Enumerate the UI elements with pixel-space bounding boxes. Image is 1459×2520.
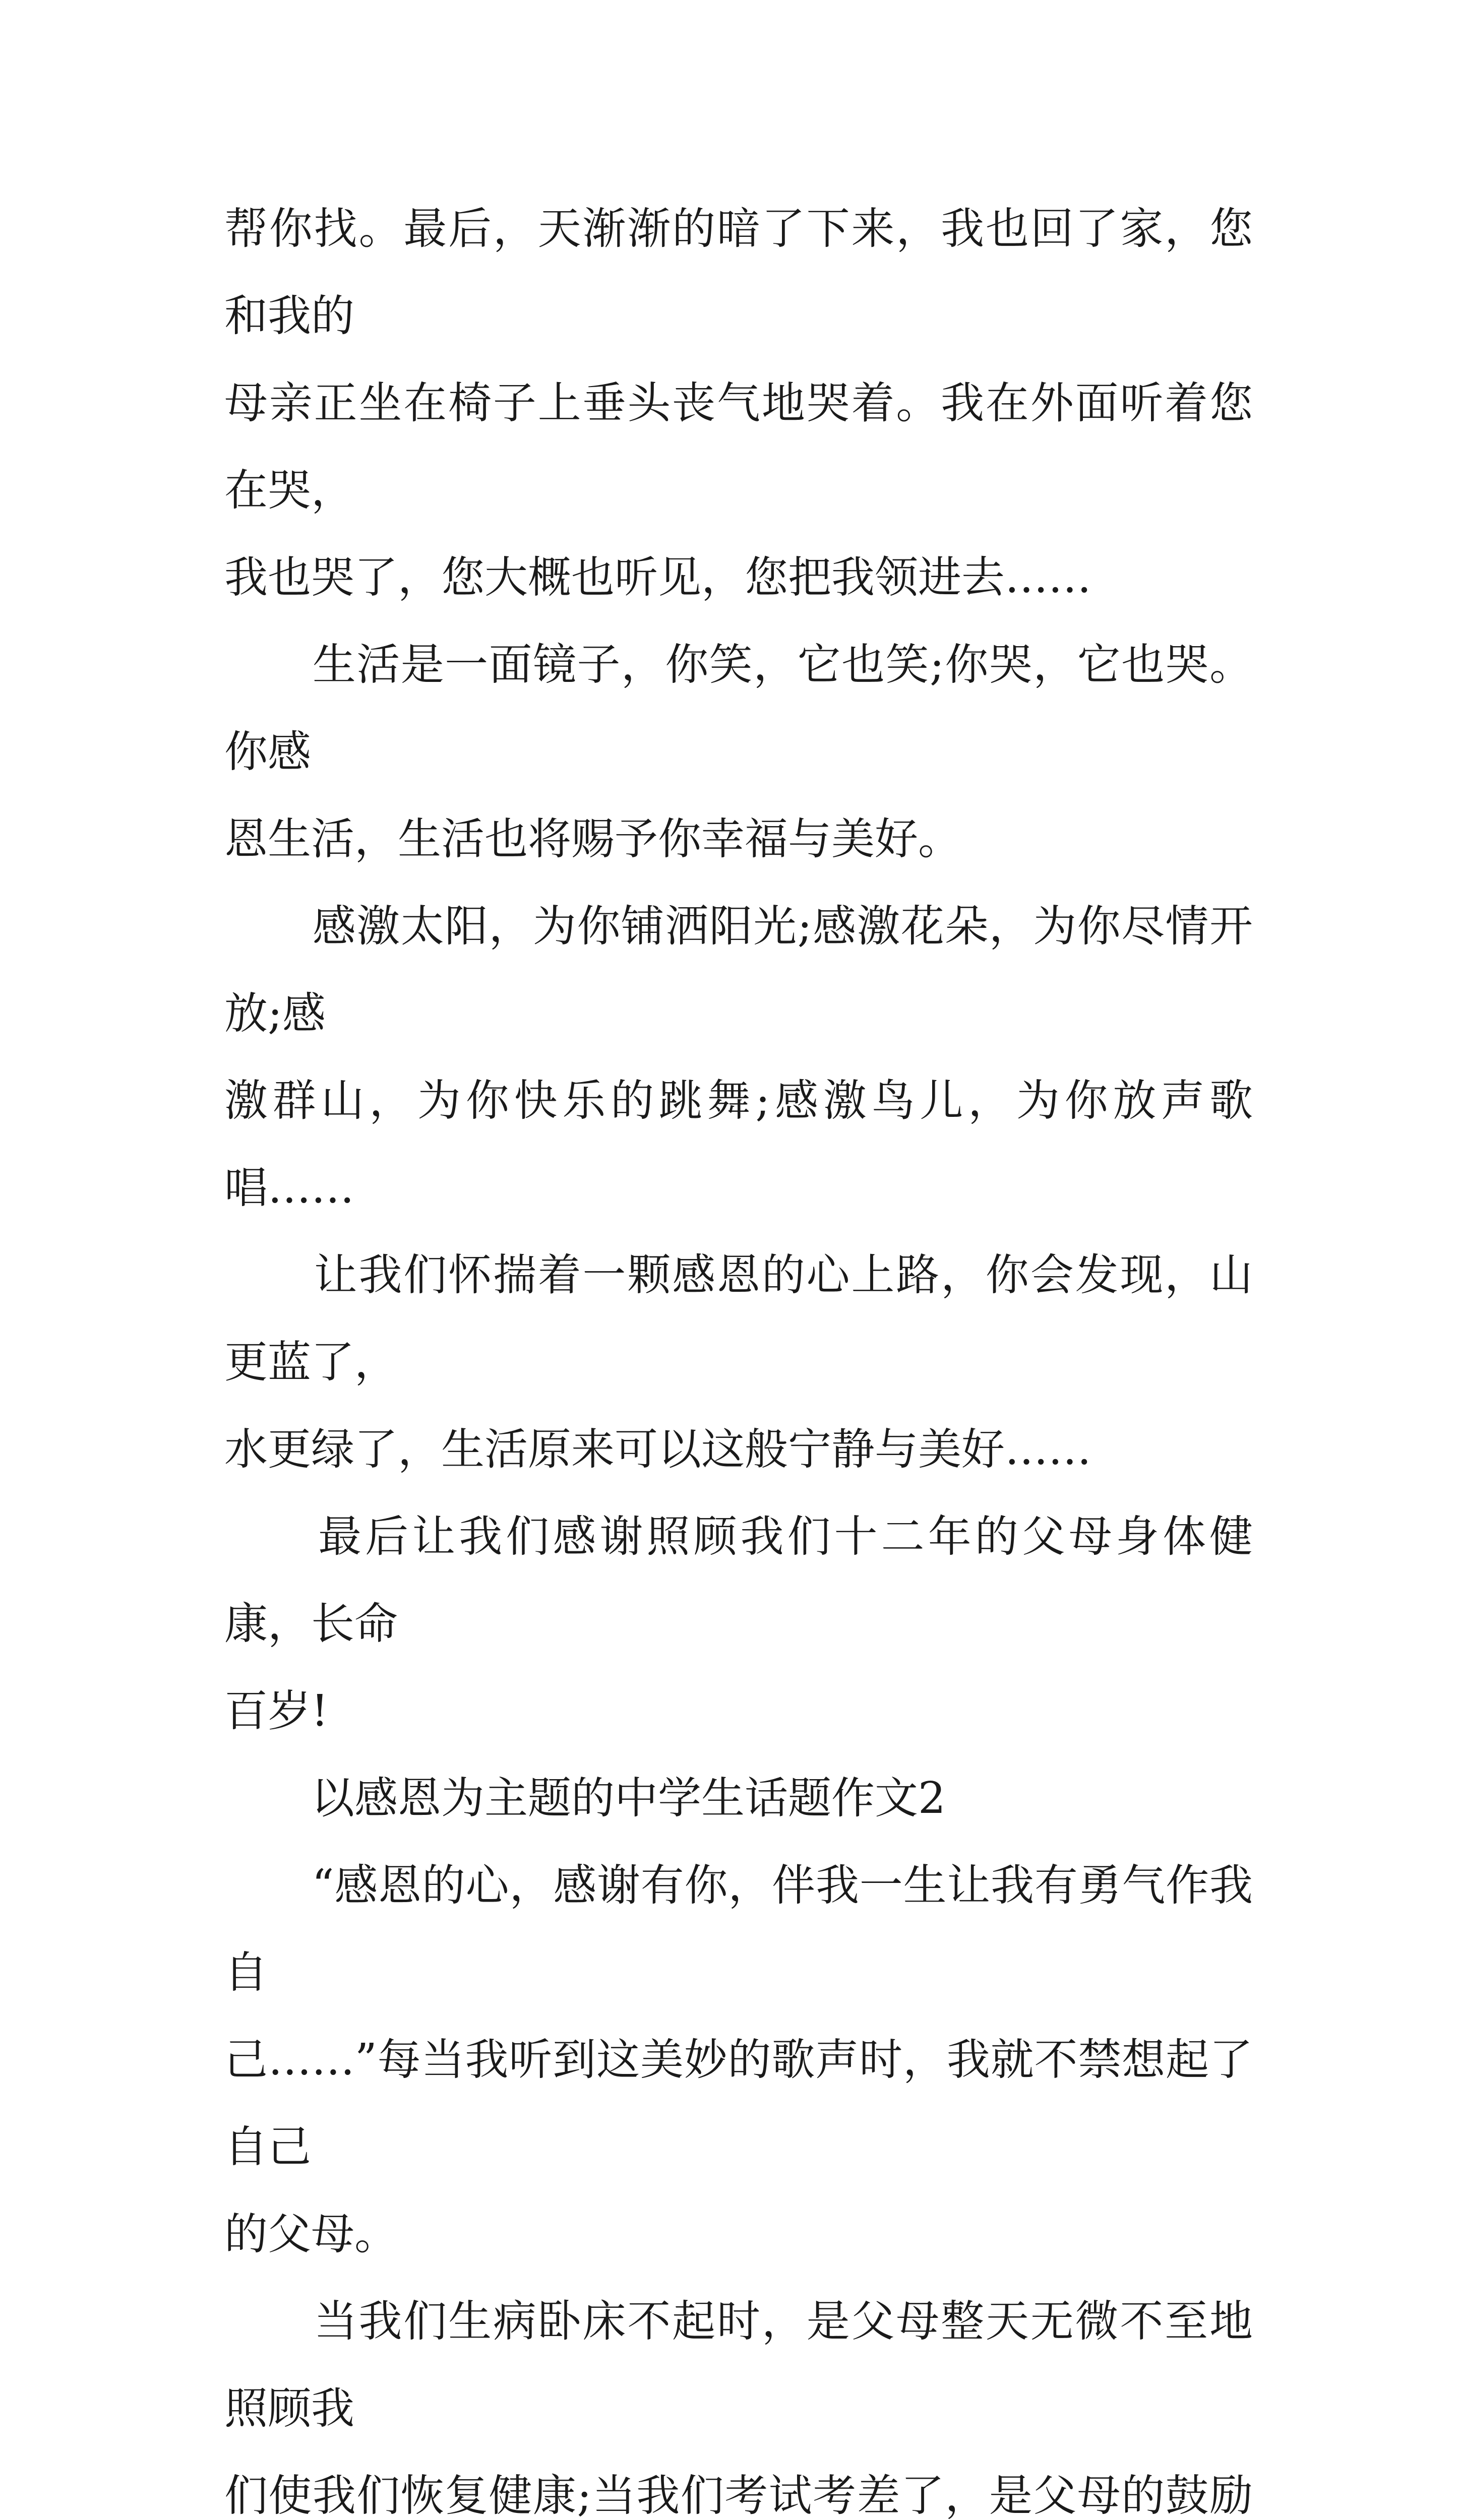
paragraph-1: 帮你找。最后，天渐渐的暗了下来，我也回了家，您和我的 母亲正坐在椅子上垂头丧气地哭着。我在外面听着您在哭， 我也哭了，您大概也听见，您把我领进去…… xyxy=(224,204,1253,603)
paragraph-7: 当我们生病卧床不起时，是父母整天无微不至地照顾我 们使我们恢复健康;当我们考试考差了，是父母的鼓励 xyxy=(224,2296,1253,2520)
paragraph-4: 让我们怀揣着一颗感恩的心上路，你会发现，山更蓝了， 水更绿了，生活原来可以这般宁静与美好…… xyxy=(224,1250,1253,1475)
paragraph-6: “感恩的心，感谢有你，伴我一生让我有勇气作我自 己……”每当我听到这美妙的歌声时，我就不禁想起了自己 的父母。 xyxy=(224,1860,1253,2259)
section-heading: 以感恩为主题的中学生话题作文2 xyxy=(224,1773,946,1823)
paragraph-3: 感激太阳，为你铺洒阳光;感激花朵，为你尽情开放;感 激群山，为你快乐的跳舞;感激鸟儿，为你放声歌唱…… xyxy=(224,901,1253,1213)
paragraph-2: 生活是一面镜子，你笑，它也笑;你哭，它也哭。你感 恩生活，生活也将赐予你幸福与美好。 xyxy=(224,640,1253,864)
paragraph-5: 最后让我们感谢照顾我们十二年的父母身体健康，长命 百岁! xyxy=(224,1511,1253,1736)
document-body xyxy=(224,185,1253,2520)
